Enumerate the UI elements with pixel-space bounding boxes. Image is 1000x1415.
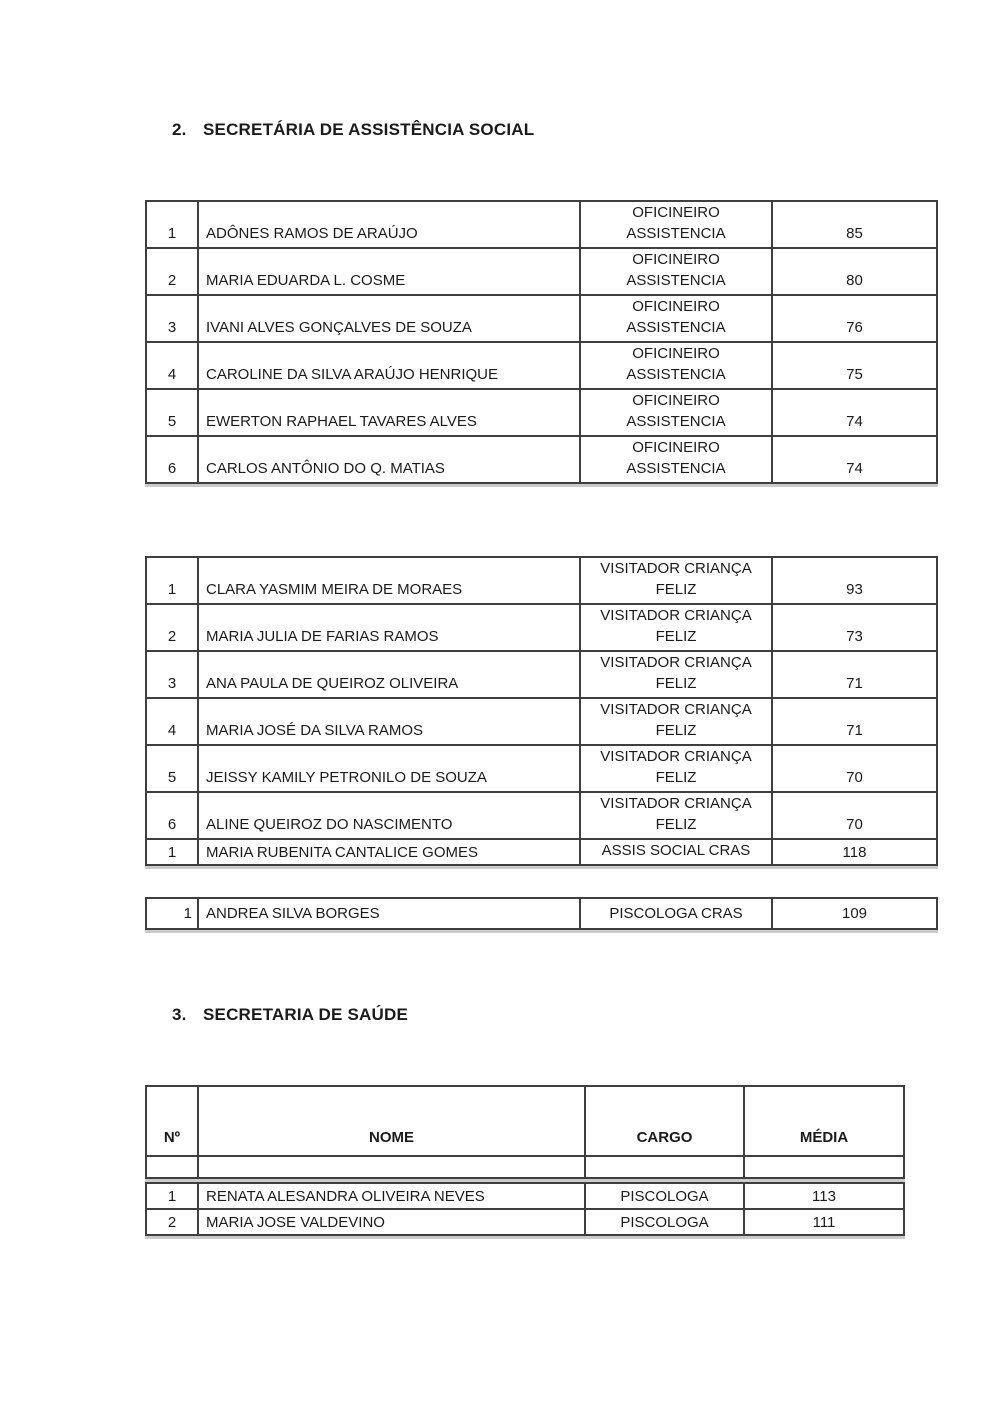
cell-name: ANDREA SILVA BORGES [198,898,580,929]
header-cell-media: MÉDIA [744,1086,904,1156]
table-row [146,651,937,698]
cell-media: 80 [772,248,937,295]
cell-media: 73 [772,604,937,651]
cell-media: 76 [772,295,937,342]
cell-media: 74 [772,436,937,483]
table-row [146,698,937,745]
cell-cargo [580,201,772,248]
table-row [146,295,937,342]
cell-name: MARIA EDUARDA L. COSME [198,248,580,295]
header-cell-cargo: CARGO [585,1086,744,1156]
cell-media: 74 [772,389,937,436]
cargo-line: OFICINEIRO [632,392,720,409]
cell-cargo: PISCOLOGA [585,1209,744,1235]
cell-cargo: ASSIS SOCIAL CRAS [580,839,772,865]
cell-cargo [580,557,772,604]
cell-media: 111 [744,1209,904,1235]
psicologa-cras-table [145,897,938,930]
cell-num: 4 [146,698,198,745]
cell-media: 70 [772,745,937,792]
cargo-line: ASSISTENCIA [626,272,726,289]
cell-media: 113 [744,1183,904,1209]
cell-cargo [580,389,772,436]
cell-num: 3 [146,295,198,342]
cargo-line: FELIZ [655,581,697,598]
cell-num: 1 [146,1183,198,1209]
table-row [146,201,937,248]
cell-num: 1 [146,839,198,865]
cargo-line: VISITADOR CRIANÇA [600,701,752,718]
cargo-line: OFICINEIRO [632,204,720,221]
cell-num: 1 [146,201,198,248]
cell-cargo: PISCOLOGA CRAS [580,898,772,929]
table-row [146,898,937,929]
cargo-line: VISITADOR CRIANÇA [600,654,752,671]
table-row [146,604,937,651]
cell-name: RENATA ALESANDRA OLIVEIRA NEVES [198,1183,585,1209]
cell-cargo [580,342,772,389]
cargo-line: ASSISTENCIA [626,413,726,430]
cell-num: 2 [146,1209,198,1235]
empty-cell [744,1156,904,1178]
cell-name: CARLOS ANTÔNIO DO Q. MATIAS [198,436,580,483]
table-header-row [146,1086,904,1156]
cell-cargo [580,651,772,698]
cell-media: 93 [772,557,937,604]
cell-name: MARIA JOSÉ DA SILVA RAMOS [198,698,580,745]
cell-num: 6 [146,436,198,483]
cargo-line: VISITADOR CRIANÇA [600,560,752,577]
oficineiro-table [145,200,938,484]
cell-media: 70 [772,792,937,839]
table-row [146,342,937,389]
empty-cell [146,1156,198,1178]
table-row [146,557,937,604]
cargo-line: OFICINEIRO [632,439,720,456]
cargo-line: OFICINEIRO [632,298,720,315]
cell-num: 2 [146,248,198,295]
cell-num: 5 [146,389,198,436]
table-row [146,389,937,436]
cargo-line: FELIZ [655,628,697,645]
cell-media: 109 [772,898,937,929]
cell-media: 71 [772,698,937,745]
cell-name: EWERTON RAPHAEL TAVARES ALVES [198,389,580,436]
cell-cargo [580,436,772,483]
cargo-line: FELIZ [655,722,697,739]
cell-cargo [580,745,772,792]
cell-name: MARIA JOSE VALDEVINO [198,1209,585,1235]
section-heading-social [172,120,534,140]
table-row [146,792,937,839]
cell-name: CAROLINE DA SILVA ARAÚJO HENRIQUE [198,342,580,389]
cell-num: 3 [146,651,198,698]
cargo-line: OFICINEIRO [632,345,720,362]
cell-name: ALINE QUEIROZ DO NASCIMENTO [198,792,580,839]
cargo-line: VISITADOR CRIANÇA [600,748,752,765]
empty-cell [585,1156,744,1178]
cell-cargo [580,698,772,745]
cell-num: 1 [146,557,198,604]
cell-num: 6 [146,792,198,839]
cell-cargo [580,248,772,295]
header-cell-nome: NOME [198,1086,585,1156]
cell-num: 5 [146,745,198,792]
table-row [146,839,937,865]
empty-row [146,1156,904,1178]
section-heading-saude [172,1005,408,1025]
empty-cell [198,1156,585,1178]
cell-name: MARIA JULIA DE FARIAS RAMOS [198,604,580,651]
saude-rows-table [145,1182,905,1236]
cell-name: JEISSY KAMILY PETRONILO DE SOUZA [198,745,580,792]
cell-media: 75 [772,342,937,389]
table-row [146,1209,904,1235]
cell-name: MARIA RUBENITA CANTALICE GOMES [198,839,580,865]
heading-label: SECRETÁRIA DE ASSISTÊNCIA SOCIAL [203,120,535,139]
heading-number: 3. [172,1005,187,1024]
cell-name: IVANI ALVES GONÇALVES DE SOUZA [198,295,580,342]
visitador-table [145,556,938,866]
cell-num: 1 [146,898,198,929]
cell-name: ANA PAULA DE QUEIROZ OLIVEIRA [198,651,580,698]
cell-name: CLARA YASMIM MEIRA DE MORAES [198,557,580,604]
cell-cargo [580,792,772,839]
cell-cargo [580,604,772,651]
cargo-line: FELIZ [655,769,697,786]
cell-name: ADÔNES RAMOS DE ARAÚJO [198,201,580,248]
cell-cargo [580,295,772,342]
cell-media: 118 [772,839,937,865]
cell-media: 85 [772,201,937,248]
heading-number: 2. [172,120,187,139]
cell-media: 71 [772,651,937,698]
cargo-line: ASSISTENCIA [626,319,726,336]
heading-label: SECRETARIA DE SAÚDE [203,1005,408,1024]
table-row [146,1183,904,1209]
header-cell-num: Nº [146,1086,198,1156]
table-row [146,745,937,792]
saude-header-table [145,1085,905,1179]
cell-num: 4 [146,342,198,389]
cargo-line: FELIZ [655,816,697,833]
table-row [146,436,937,483]
cargo-line: ASSISTENCIA [626,460,726,477]
cargo-line: ASSISTENCIA [626,366,726,383]
cargo-line: ASSISTENCIA [626,225,726,242]
cargo-line: VISITADOR CRIANÇA [600,795,752,812]
cargo-line: OFICINEIRO [632,251,720,268]
cell-num: 2 [146,604,198,651]
table-row [146,248,937,295]
cargo-line: FELIZ [655,675,697,692]
cell-cargo: PISCOLOGA [585,1183,744,1209]
cargo-line: VISITADOR CRIANÇA [600,607,752,624]
